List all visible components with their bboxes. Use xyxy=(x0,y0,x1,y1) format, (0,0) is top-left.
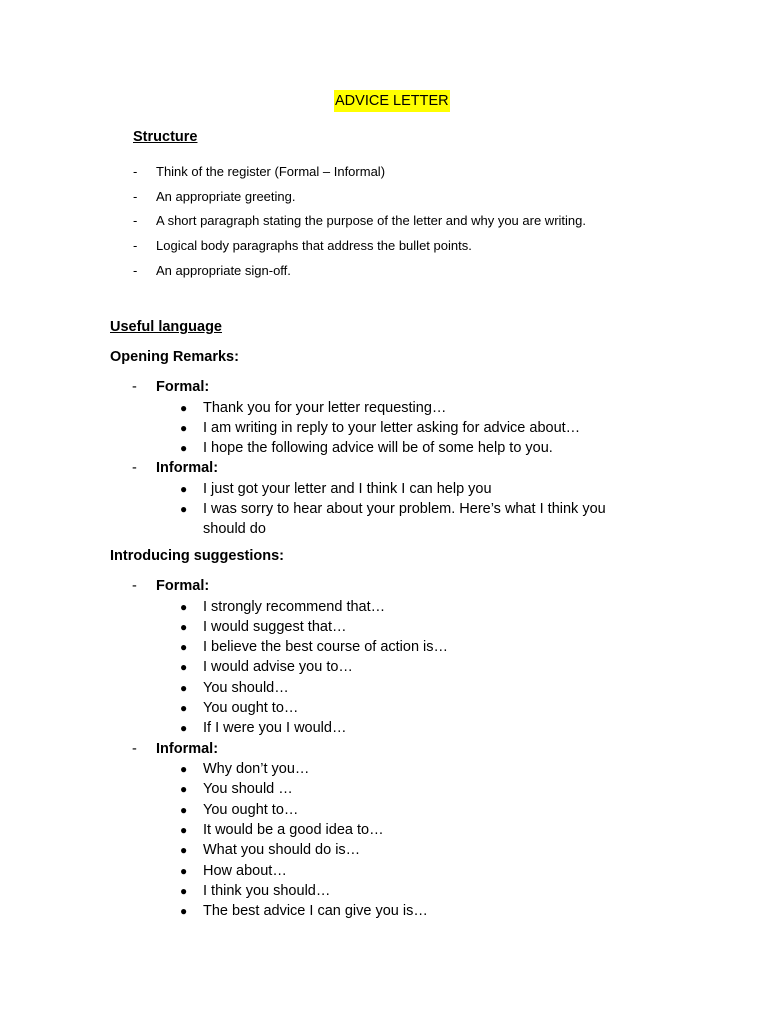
formal-label: - Formal: xyxy=(132,578,210,594)
opening-remarks-title: Opening Remarks: xyxy=(110,349,239,365)
list-item: ● The best advice I can give you is… xyxy=(180,903,428,920)
list-item: - A short paragraph stating the purpose of the letter and why you are writing. xyxy=(133,213,586,229)
list-item: - Think of the register (Formal – Informal) xyxy=(133,164,386,179)
list-item: - An appropriate sign-off. xyxy=(133,262,291,278)
list-item: ● I hope the following advice will be of some help to you. xyxy=(180,440,553,457)
list-item: ● I just got your letter and I think I can help you xyxy=(180,480,492,497)
list-item: ● I would advise you to… xyxy=(180,659,353,676)
list-item: ● If I were you I would… xyxy=(180,720,347,737)
list-item: ● I think you should… xyxy=(180,882,331,899)
list-item: ● You ought to… xyxy=(180,699,299,716)
informal-label: - Informal: xyxy=(132,740,219,757)
structure-heading: Structure xyxy=(133,129,198,145)
list-item: ● You should… xyxy=(180,679,289,696)
list-item: ● What you should do is… xyxy=(180,842,361,859)
useful-language-heading: Useful language xyxy=(110,319,222,335)
document-title: ADVICE LETTER xyxy=(334,90,450,112)
opening-remarks-section xyxy=(110,348,730,540)
list-item: - An appropriate greeting. xyxy=(133,188,296,204)
suggestions-formal-list xyxy=(110,597,730,739)
informal-label: - Informal: xyxy=(132,460,219,477)
list-item: ● I would suggest that… xyxy=(180,618,347,635)
list-item: ● I am writing in reply to your letter asking for advice about… xyxy=(180,419,581,436)
list-item: ● Why don’t you… xyxy=(180,761,310,778)
suggestions-informal-list xyxy=(110,759,730,921)
list-item: ● I was sorry to hear about your problem. Here’s what I think you should do xyxy=(180,501,606,538)
list-item: ● How about… xyxy=(180,862,287,879)
opening-formal-list xyxy=(110,398,730,459)
list-item: ● You should … xyxy=(180,781,293,798)
suggestions-section xyxy=(110,547,730,921)
opening-informal-list xyxy=(110,479,730,540)
list-item: ● Thank you for your letter requesting… xyxy=(180,399,447,416)
structure-list xyxy=(133,163,586,286)
list-item: ● I strongly recommend that… xyxy=(180,598,386,615)
list-item: ● You ought to… xyxy=(180,801,299,818)
list-item: ● I believe the best course of action is… xyxy=(180,639,449,656)
list-item: - Logical body paragraphs that address the bullet points. xyxy=(133,238,472,254)
list-item: ● It would be a good idea to… xyxy=(180,821,384,838)
suggestions-title: Introducing suggestions: xyxy=(110,548,284,564)
formal-label: - Formal: xyxy=(132,379,210,395)
